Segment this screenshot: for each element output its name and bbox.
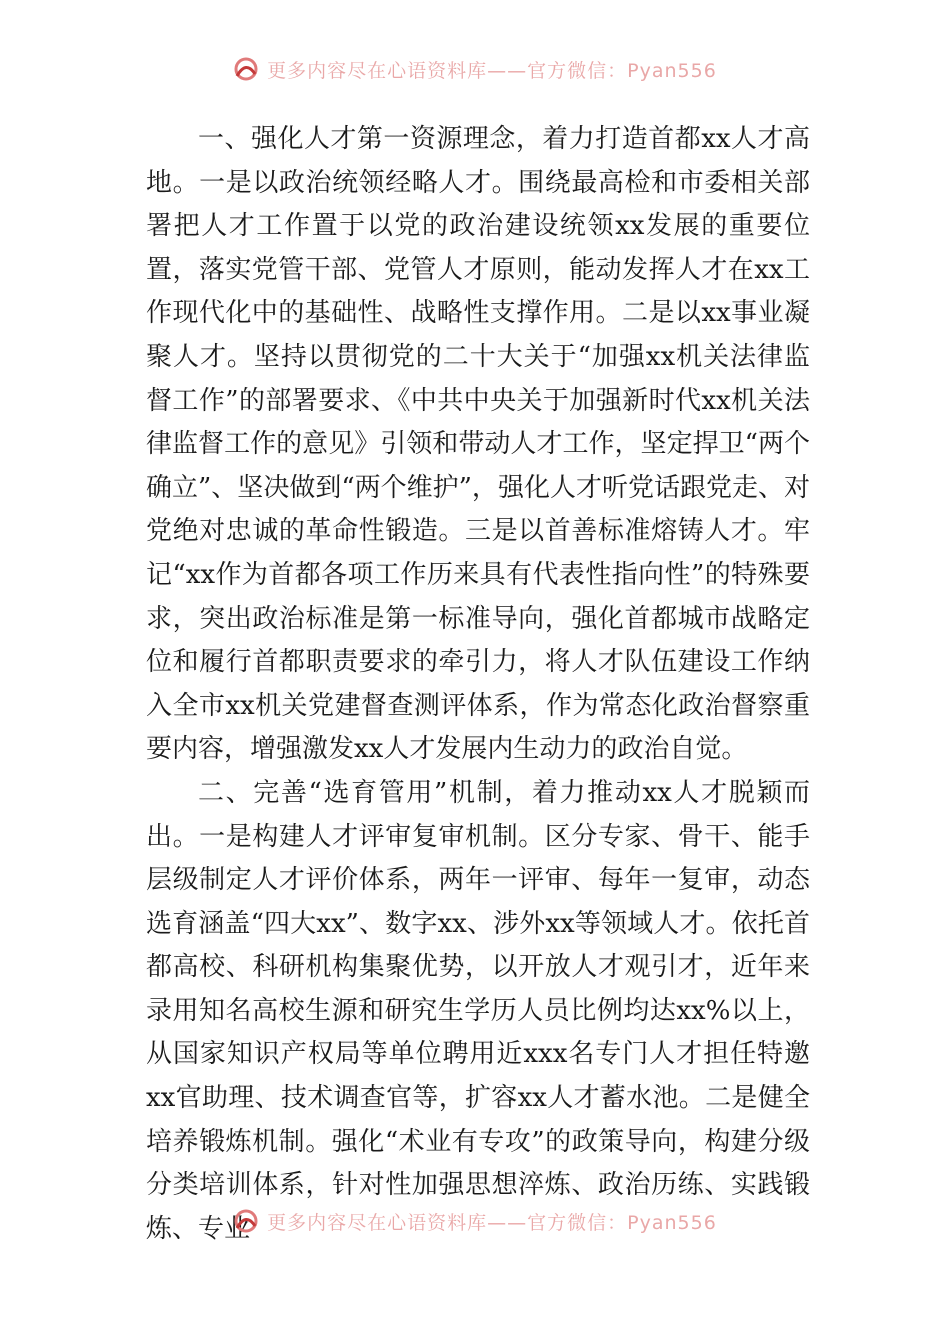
watermark-text: 更多内容尽在心语资料库——官方微信：Pyan556 xyxy=(267,59,717,82)
watermark-footer xyxy=(0,1204,950,1238)
document-body xyxy=(146,118,810,1251)
paragraph-1: 一、强化人才第一资源理念，着力打造首都xx人才高地。一是以政治统领经略人才。围绕最高检和市委相关部署把人才工作置于以党的政治建设统领xx发展的重要位置，落实党管干部、党管人才原则，能动发挥人才在xx工作现代化中的基础性、战略性支撑作用。二是以xx事业凝聚人才。坚持以贯彻党的二十大关于“加强xx机关法律监督工作”的部署要求、《中共中央关于加强新时代xx机关法律监督工作的意见》引领和带动人才工作，坚定捍卫“两个确立”、坚决做到“两个维护”，强化人才听党话跟党走、对党绝对忠诚的革命性锻造。三是以首善标准熔铸人才。牢记“xx作为首都各项工作历来具有代表性指向性”的特殊要求，突出政治标准是第一标准导向，强化首都城市战略定位和履行首都职责要求的牵引力，将人才队伍建设工作纳入全市xx机关党建督查测评体系，作为常态化政治督察重要内容，增强激发xx人才发展内生动力的政治自觉。 xyxy=(146,124,810,765)
watermark-header xyxy=(0,52,950,86)
watermark-logo-icon xyxy=(233,1208,259,1234)
watermark-text: 更多内容尽在心语资料库——官方微信：Pyan556 xyxy=(267,1211,717,1234)
paragraph-2: 二、完善“选育管用”机制，着力推动xx人才脱颖而出。一是构建人才评审复审机制。区分专家、骨干、能手层级制定人才评价体系，两年一评审、每年一复审，动态选育涵盖“四大xx”、数字xx、涉外xx等领域人才。依托首都高校、科研机构集聚优势，以开放人才观引才，近年来录用知名高校生源和研究生学历人员比例均达xx%以上，从国家知识产权局等单位聘用近xxx名专门人才担任特邀xx官助理、技术调查官等，扩容xx人才蓄水池。二是健全培养锻炼机制。强化“术业有专攻”的政策导向，构建分级分类培训体系，针对性加强思想淬炼、政治历练、实践锻炼、专业 xyxy=(146,777,810,1244)
watermark-logo-icon xyxy=(233,56,259,82)
